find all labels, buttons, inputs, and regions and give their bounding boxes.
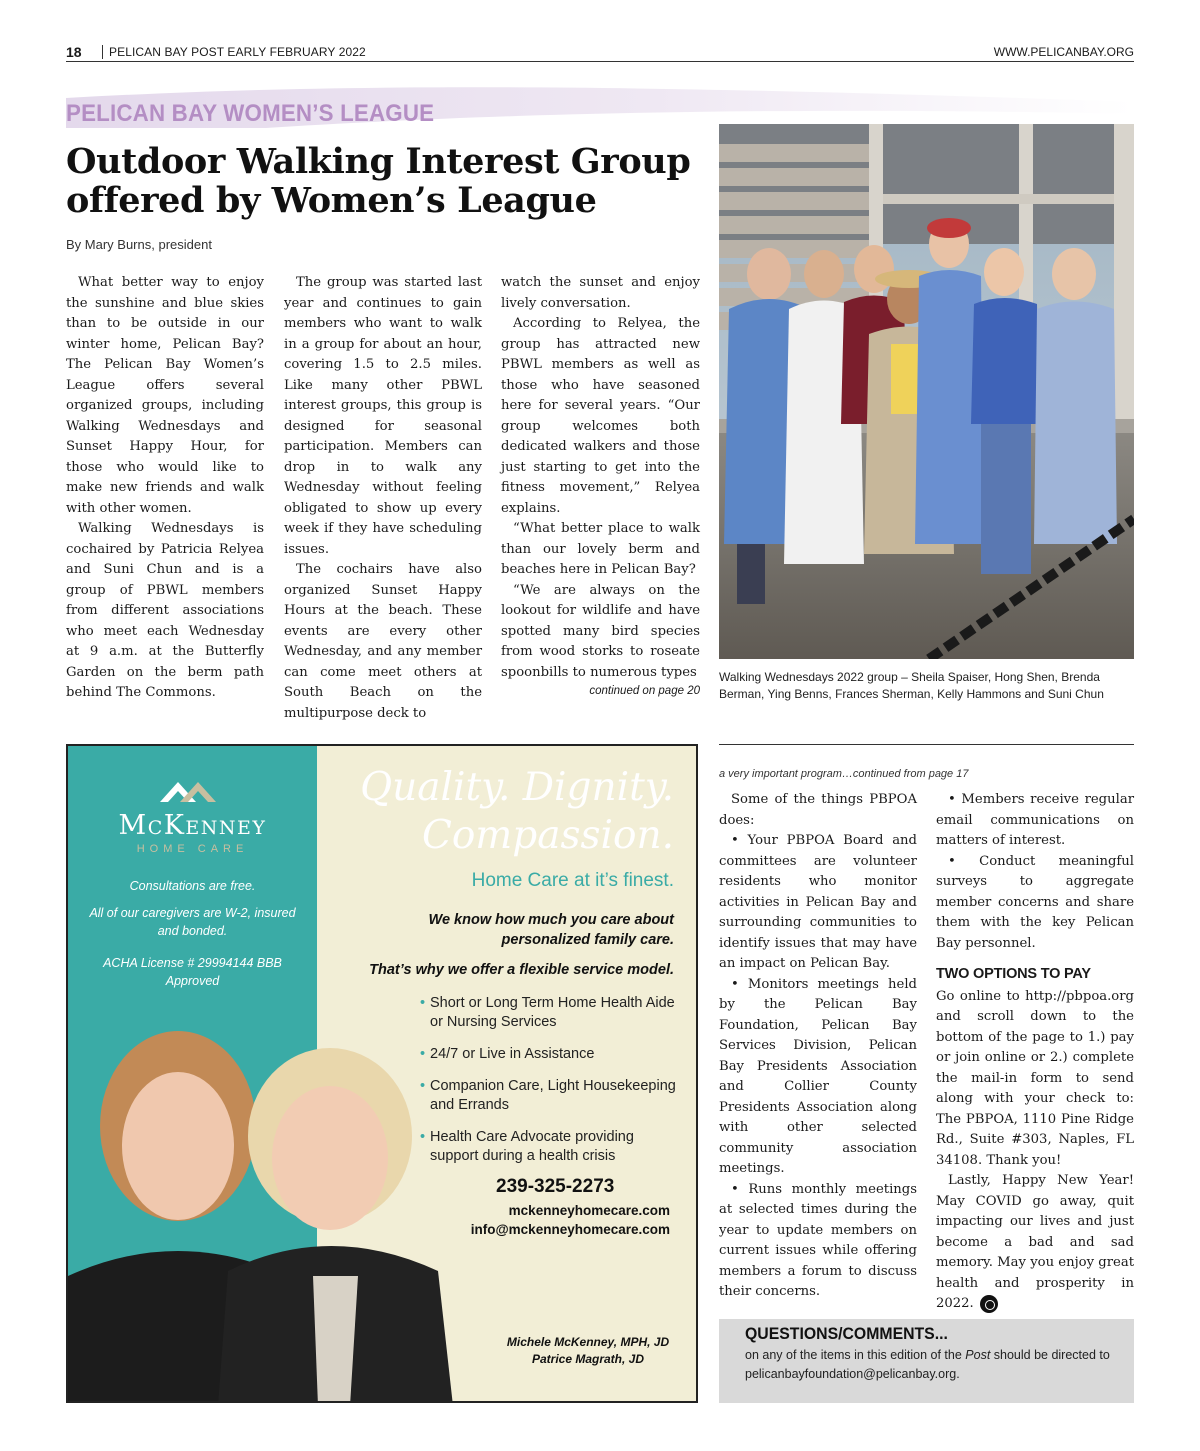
- ad-note-caregivers: All of our caregivers are W-2, insured and bonded.: [89, 906, 296, 938]
- ad-name: Michele McKenney, MPH, JD: [506, 1335, 670, 1349]
- paragraph: The cochairs have also organized Sunset Happy Hours at the beach. These events are every other Wednesday, and any member can come meet others at South Beach on the multipurpose deck to: [284, 562, 482, 721]
- ad-services-list: [420, 994, 685, 1179]
- paragraph: “What better place to walk than our lovely berm and beaches here in Pelican Bay?: [501, 521, 700, 577]
- ad-pitch-2: That’s why we offer a flexible service model.: [369, 962, 674, 978]
- paragraph: • Monitors meetings held by the Pelican Bay Foundation, Pelican Bay Services Division, Pelican Bay Presidents Association and Collier County Presidents Association along with other selected community association meetings.: [719, 976, 917, 1176]
- ad-note-license: ACHA License # 29994144 BBB Approved: [103, 956, 282, 988]
- questions-title: QUESTIONS/COMMENTS...: [745, 1324, 948, 1343]
- paragraph: According to Relyea, the group has attracted new PBWL members as well as those who have seasoned here for several years. “Our group welcomes both dedicated walkers and those just starting to get into the fitness movement,” Relyea explains.: [501, 316, 700, 516]
- ad-name: Patrice Magrath, JD: [531, 1352, 645, 1366]
- continued-note: continued on page 20: [589, 685, 700, 697]
- photo-caption: Walking Wednesdays 2022 group – Sheila Spaiser, Hong Shen, Brenda Berman, Ying Benns, Frances Sherman, Kelly Hammons and Suni Chun: [719, 670, 1104, 701]
- paragraph: • Members receive regular email communications on matters of interest.: [936, 792, 1134, 848]
- ad-service-item: • Short or Long Term Home Health Aide or Nursing Services: [420, 994, 685, 1032]
- paragraph: • Runs monthly meetings at selected times during the year to update members on current issues while offering members a forum to discuss their concerns.: [719, 1181, 917, 1299]
- questions-text: [745, 1346, 1134, 1384]
- divider: [719, 744, 1134, 745]
- ad-website[interactable]: mckenneyhomecare.com: [508, 1203, 670, 1218]
- continued-from-note: a very important program…continued from page 17: [719, 768, 969, 780]
- pbpoa-column-1: [719, 790, 917, 1303]
- publication-title: PELICAN BAY POST EARLY FEBRUARY 2022: [102, 45, 366, 59]
- paragraph: Walking Wednesdays is cochaired by Patricia Relyea and Suni Chun and is a group of PBWL members from different associations who meet each Wednesday at 9 a.m. at the Butterfly Garden on the berm path behind The Commons.: [66, 521, 264, 700]
- questions-text-part: on any of the items in this edition of the: [745, 1348, 966, 1362]
- paragraph: The group was started last year and continues to gain members who want to walk in a group for about an hour, covering 1.5 to 2.5 miles. Like many other PBWL interest groups, this group is designed for seasonal participation. Members can drop in to walk any Wednesday without feeling obligated to show up every week if they have scheduling issues.: [284, 275, 482, 557]
- ad-contact: [471, 1201, 670, 1239]
- ad-phone[interactable]: 239-325-2273: [496, 1176, 615, 1197]
- paragraph: What better way to enjoy the sunshine and blue skies than to be outside in our winter home, Pelican Bay? The Pelican Bay Women’s League offers several organized groups, including Walking Wednesdays and Sunset Happy Hour, for those who would like to make new friends and walk with other women.: [66, 275, 264, 516]
- ad-pitch-1: We know how much you care about personalized family care.: [428, 912, 674, 948]
- paragraph: • Conduct meaningful surveys to aggregate member concerns and share them with the key Pelican Bay personnel.: [936, 853, 1134, 951]
- ad-service-item: • Health Care Advocate providing support during a health crisis: [420, 1128, 685, 1166]
- website-url[interactable]: WWW.PELICANBAY.ORG: [993, 45, 1134, 59]
- ad-names: [498, 1334, 678, 1368]
- ad-brand-sub: HOME CARE: [136, 843, 249, 855]
- subhead: TWO OPTIONS TO PAY: [936, 966, 1091, 982]
- ad-service-item: • Companion Care, Light Housekeeping and Errands: [420, 1077, 685, 1115]
- ad-brand-name: McKenney: [118, 810, 267, 841]
- mckenney-advertisement[interactable]: [66, 744, 698, 1403]
- paragraph: watch the sunset and enjoy lively conversation.: [501, 275, 700, 311]
- article-column-1: [66, 273, 264, 704]
- article-column-2: [284, 273, 482, 724]
- ad-email[interactable]: info@mckenneyhomecare.com: [470, 1222, 670, 1237]
- section-label: PELICAN BAY WOMEN’S LEAGUE: [66, 100, 435, 127]
- article-byline: By Mary Burns, president: [66, 237, 212, 252]
- pbpoa-column-2: [936, 790, 1134, 1315]
- page-header: [66, 44, 1134, 62]
- article-column-3: [501, 273, 700, 699]
- paragraph: Go online to http://pbpoa.org and scroll down to the bottom of the page to 1.) pay or join online or 2.) complete the mail-in form to send along with your check to: The PBPOA, 1110 Pine Ridge Rd., Suite #303, Naples, FL 34108. Thank you!: [936, 988, 1134, 1168]
- questions-box: [719, 1319, 1134, 1403]
- paragraph: Some of the things PBPOA does:: [719, 792, 917, 828]
- questions-text-italic: Post: [965, 1348, 991, 1362]
- questions-text-part: should be directed to pelicanbayfoundation@pelicanbay.org.: [745, 1348, 1110, 1381]
- group-photo: [719, 124, 1134, 659]
- ad-tagline: Quality. Dignity. Compassion.: [360, 765, 674, 858]
- closing-text: Lastly, Happy New Year! May COVID go away, quit impacting our lives and just become a bad and sad memory. May you enjoy great health and prosperity in 2022.: [936, 1173, 1134, 1311]
- end-mark-icon: [980, 1295, 998, 1313]
- page-number: 18: [66, 44, 82, 60]
- article-headline: Outdoor Walking Interest Group offered by Women’s League: [66, 141, 691, 221]
- paragraph: “We are always on the lookout for wildlife and have spotted many bird species from wood storks to roseate spoonbills to numerous types: [501, 582, 700, 680]
- ad-subtagline: Home Care at it’s finest.: [471, 870, 674, 891]
- paragraph: • Your PBPOA Board and committees are volunteer residents who monitor activities in Pelican Bay and surrounding communities to identify issues that may have an impact on Pelican Bay.: [719, 833, 917, 971]
- ad-note-consultations: Consultations are free.: [129, 879, 256, 893]
- ad-service-item: • 24/7 or Live in Assistance: [420, 1045, 685, 1064]
- paragraph: [936, 1171, 1134, 1315]
